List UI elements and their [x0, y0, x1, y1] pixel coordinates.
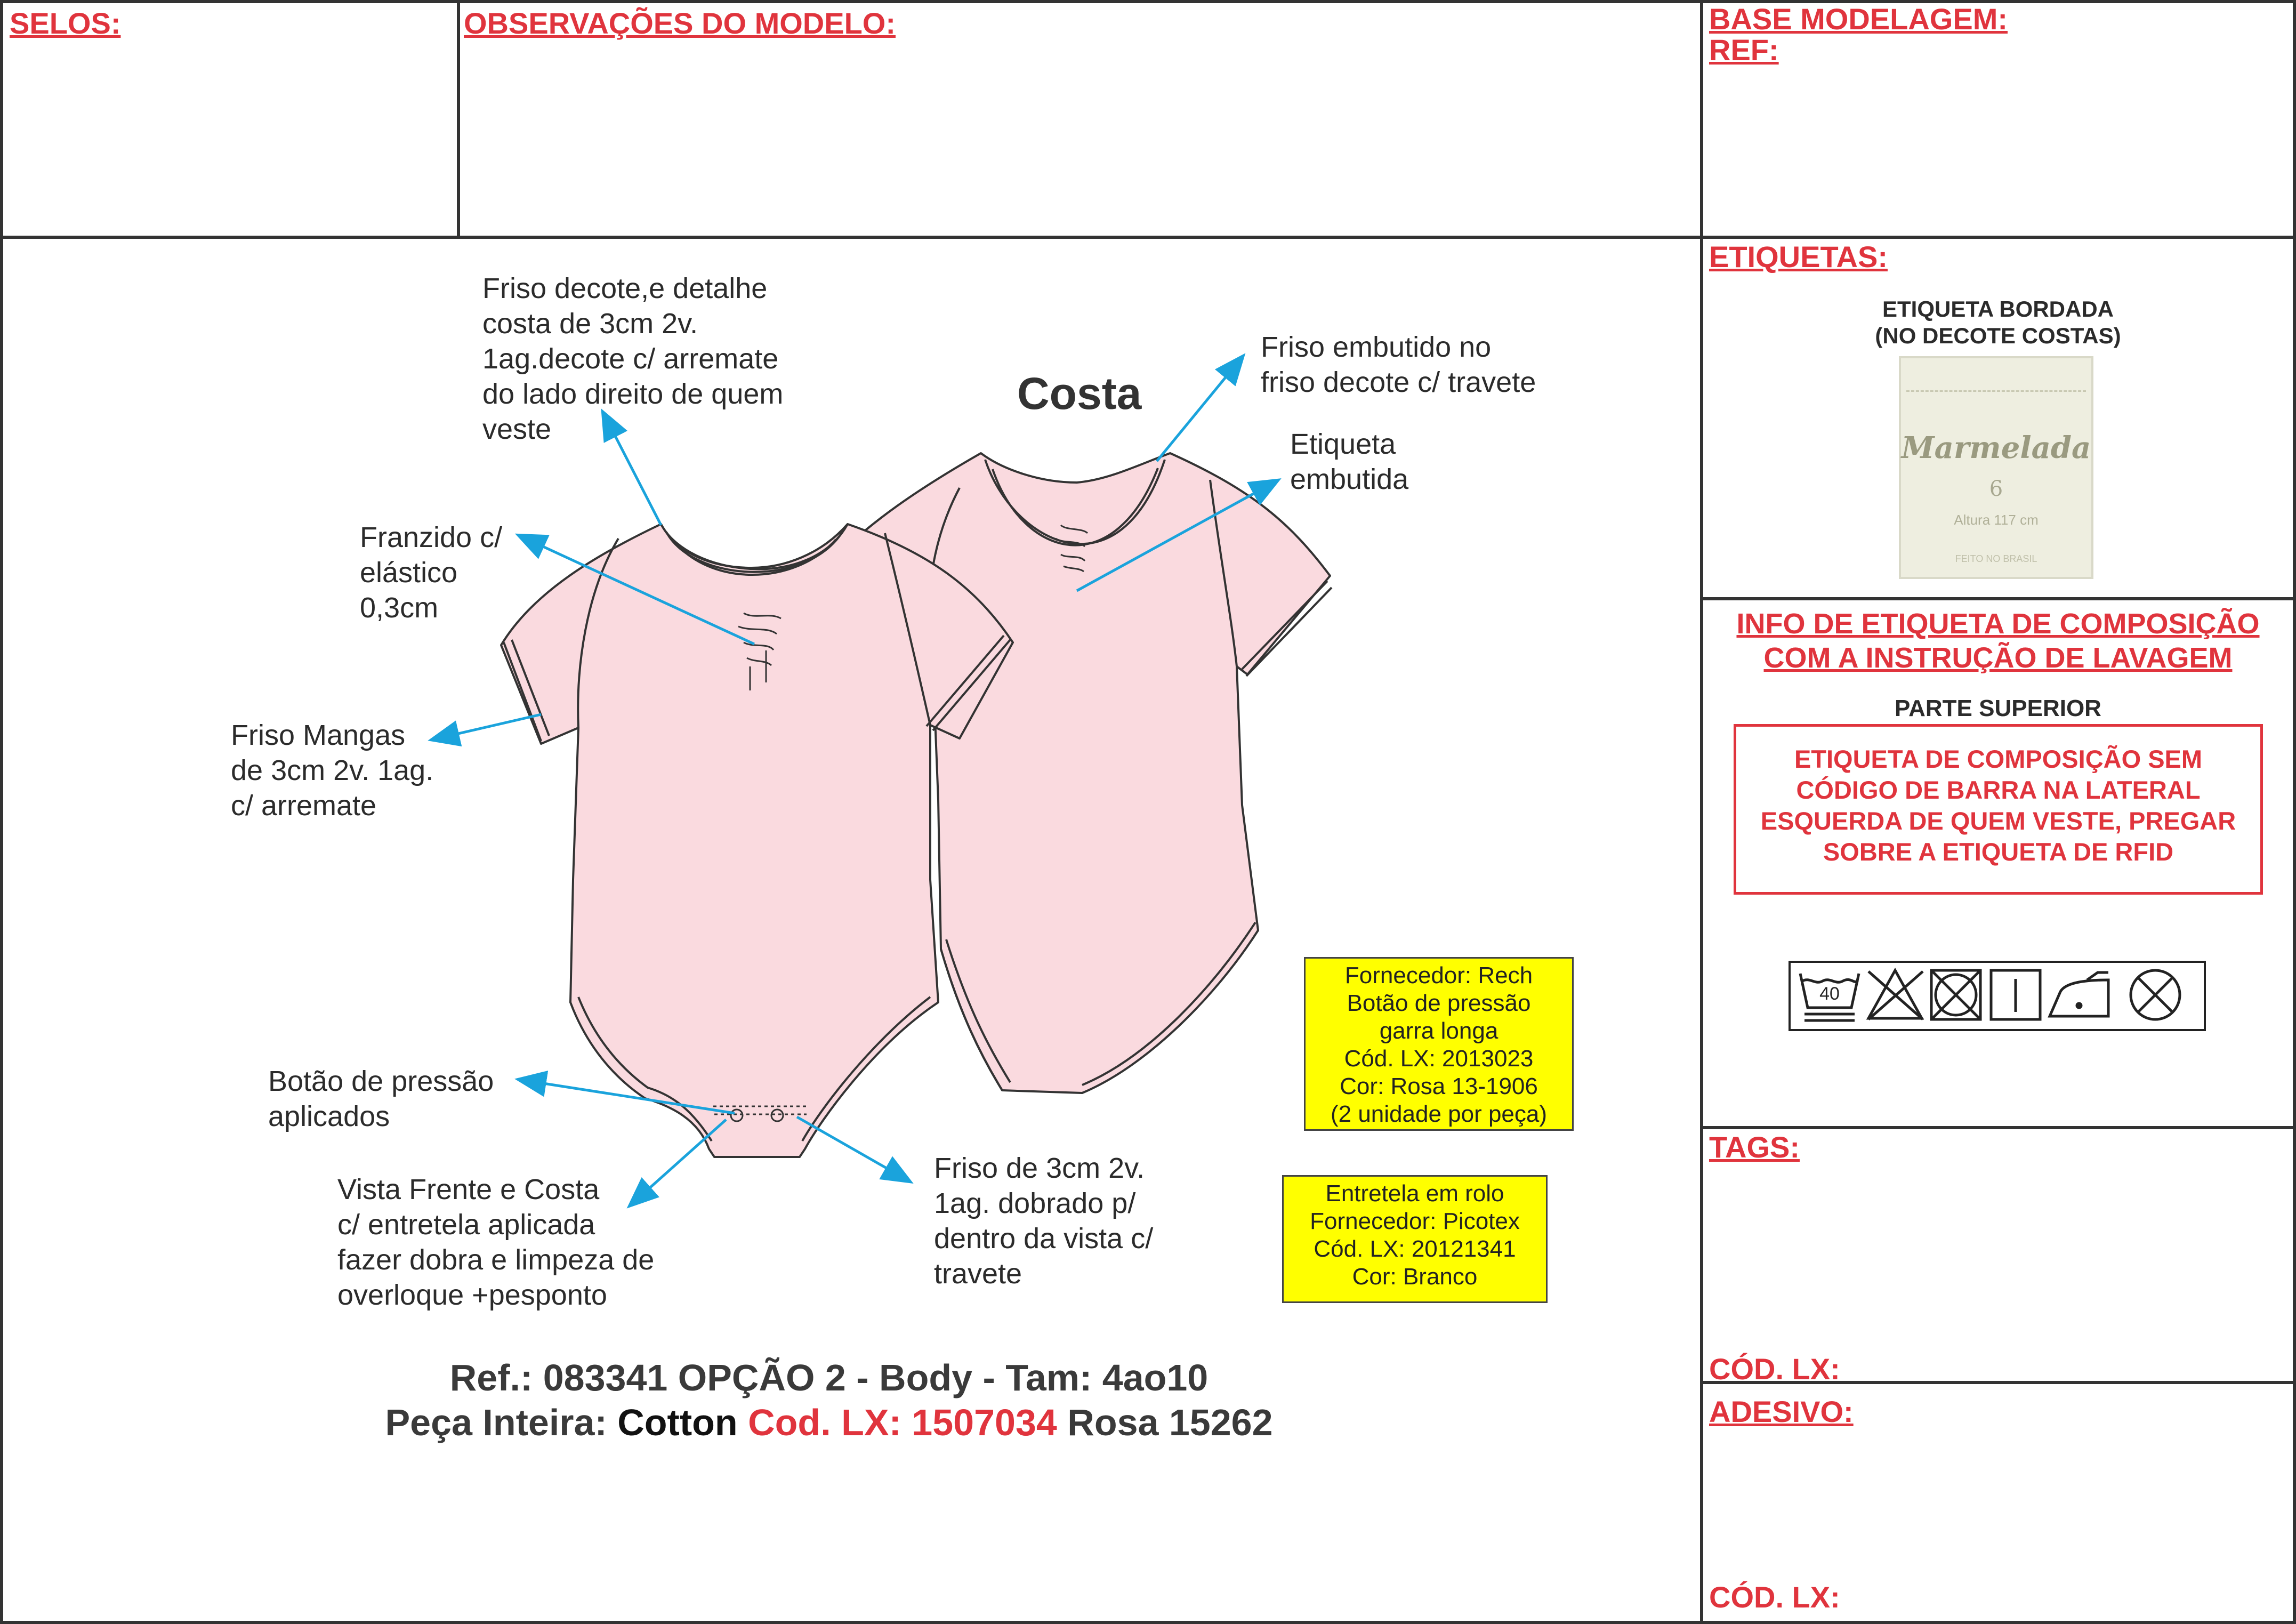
- supplier-line: Cor: Rosa 13-1906: [1340, 1073, 1538, 1099]
- cod-lx-adesivo-label: CÓD. LX:: [1709, 1580, 1840, 1614]
- adesivo-label: ADESIVO:: [1709, 1395, 1854, 1428]
- label-stitch-top: [1906, 390, 2086, 392]
- composicao-line: CÓDIGO DE BARRA NA LATERAL: [1796, 776, 2201, 804]
- etiquetas-label: ETIQUETAS:: [1709, 240, 1888, 274]
- composicao-line: SOBRE A ETIQUETA DE RFID: [1823, 838, 2174, 866]
- supplier-line: Cor: Branco: [1352, 1264, 1478, 1290]
- composicao-instruction-box: [1734, 724, 2263, 895]
- piece-code: Cod. LX: 1507034: [737, 1402, 1057, 1443]
- piece-color: Rosa 15262: [1057, 1402, 1273, 1443]
- supplier-line: garra longa: [1379, 1018, 1499, 1044]
- costa-title: Costa: [1017, 368, 1142, 419]
- supplier-line: (2 unidade por peça): [1330, 1101, 1548, 1127]
- label-brand: Marmelada: [1901, 430, 2091, 465]
- note-vista: Vista Frente e Costa c/ entretela aplicada fazer dobra e limpeza de overloque +pesponto: [337, 1173, 655, 1311]
- base-modelagem-label: BASE MODELAGEM:: [1709, 2, 2008, 36]
- label-size: 6: [1989, 477, 2003, 501]
- cod-lx-tags-label: CÓD. LX:: [1709, 1352, 1840, 1386]
- piece-line: [213, 1400, 1445, 1445]
- supplier-line: Cód. LX: 2013023: [1344, 1046, 1534, 1072]
- etiqueta-bordada-title: [1702, 296, 2294, 349]
- supplier-box-snap-button: [1304, 957, 1574, 1131]
- label-made-in: FEITO NO BRASIL: [1955, 553, 2037, 564]
- note-friso-mangas: Friso Mangas de 3cm 2v. 1ag. c/ arremate: [231, 719, 434, 822]
- note-friso-embutido: Friso embutido no friso decote c/ travete: [1261, 331, 1536, 398]
- selos-label: SELOS:: [10, 6, 121, 40]
- supplier-line: Botão de pressão: [1347, 990, 1531, 1016]
- info-composicao-title: [1702, 607, 2294, 675]
- note-etiqueta-embutida: Etiqueta embutida: [1290, 428, 1409, 495]
- tags-label: TAGS:: [1709, 1130, 1800, 1164]
- etiqueta-bordada-line: ETIQUETA BORDADA: [1882, 296, 2114, 321]
- note-franzido: Franzido c/ elástico 0,3cm: [360, 521, 503, 624]
- bodysuit-front: [501, 524, 1013, 1157]
- piece-prefix: Peça Inteira:: [385, 1402, 618, 1443]
- supplier-line: Fornecedor: Rech: [1344, 962, 1533, 988]
- info-title-line: COM A INSTRUÇÃO DE LAVAGEM: [1763, 642, 2233, 674]
- wash-temp-text: 40: [1819, 984, 1840, 1004]
- label-height: Altura 117 cm: [1954, 512, 2039, 528]
- ref-label: REF:: [1709, 33, 1779, 67]
- supplier-line: Cód. LX: 20121341: [1314, 1236, 1516, 1262]
- woven-label-image: [1899, 356, 2093, 579]
- supplier-line: Entretela em rolo: [1325, 1180, 1504, 1207]
- reference-line: Ref.: 083341 OPÇÃO 2 - Body - Tam: 4ao10: [449, 1357, 1209, 1398]
- composicao-line: ESQUERDA DE QUEM VESTE, PREGAR: [1760, 807, 2236, 835]
- supplier-line: Fornecedor: Picotex: [1310, 1208, 1520, 1234]
- note-friso-3cm: Friso de 3cm 2v. 1ag. dobrado p/ dentro da vista c/ travete: [934, 1152, 1154, 1290]
- etiqueta-bordada-line: (NO DECOTE COSTAS): [1875, 323, 2121, 348]
- observacoes-label: OBSERVAÇÕES DO MODELO:: [464, 6, 896, 40]
- composicao-line: ETIQUETA DE COMPOSIÇÃO SEM: [1794, 745, 2203, 773]
- note-friso-decote: Friso decote,e detalhe costa de 3cm 2v. 1ag.decote c/ arremate do lado direito de quem veste: [482, 272, 784, 445]
- care-symbols-strip: [1789, 961, 2206, 1031]
- parte-superior-label: PARTE SUPERIOR: [1895, 695, 2101, 721]
- piece-fabric: Cotton: [617, 1402, 738, 1443]
- note-botao-pressao: Botão de pressão aplicados: [268, 1065, 494, 1132]
- info-title-line: INFO DE ETIQUETA DE COMPOSIÇÃO: [1736, 608, 2260, 640]
- supplier-box-interlining: [1282, 1175, 1548, 1303]
